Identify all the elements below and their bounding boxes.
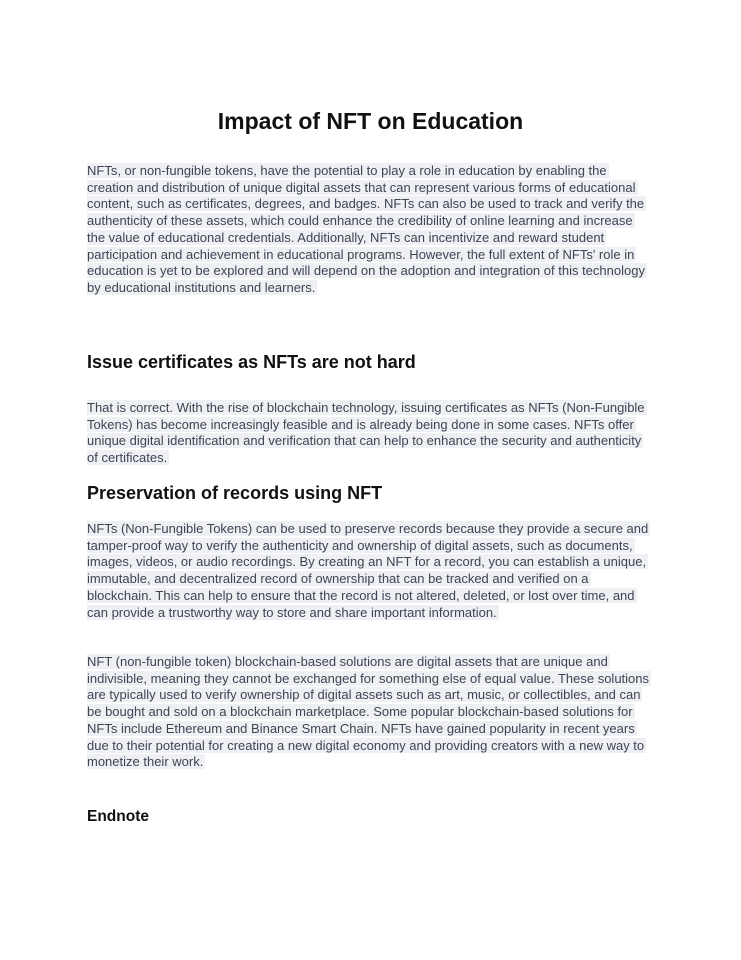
page-title: Impact of NFT on Education <box>217 108 524 134</box>
certificates-paragraph <box>87 400 649 467</box>
preservation-paragraph-text: NFTs (Non-Fungible Tokens) can be used to preserve records because they provide a secure and tamper-proof way to verify the authenticity and ownership of digital assets, such as documents, images, videos, or audio recordings. By creating an NFT for a record, you can establish a unique, immutable, and decentralized record of ownership that can be tracked and verified on a blockchain. This can help to ensure that the record is not altered, deleted, or lost over time, and can provide a trustworthy way to store and share important information. <box>87 521 649 620</box>
section-heading-certificates: Issue certificates as NFTs are not hard <box>87 352 416 372</box>
section-heading-preservation: Preservation of records using NFT <box>87 483 383 503</box>
blockchain-solutions-paragraph-text: NFT (non-fungible token) blockchain-based solutions are digital assets that are unique and indivisible, meaning they cannot be exchanged for something else of equal value. These solutions are typically used to verify ownership of digital assets such as art, music, or collectibles, and can be bought and sold on a blockchain marketplace. Some popular blockchain-based solutions for NFTs include Ethereum and Binance Smart Chain. NFTs have gained popularity in recent years due to their potential for creating a new digital economy and providing creators with a new way to monetize their work. <box>87 654 650 770</box>
intro-paragraph-text: NFTs, or non-fungible tokens, have the potential to play a role in education by enabling the creation and distribution of unique digital assets that can represent various forms of educational content, such as certificates, degrees, and badges. NFTs can also be used to track and verify the authenticity of these assets, which could enhance the credibility of online learning and increase the value of educational credentials. Additionally, NFTs can incentivize and reward student participation and achievement in educational programs. However, the full extent of NFTs' role in education is yet to be explored and will depend on the adoption and integration of this technology by educational institutions and learners. <box>87 163 645 295</box>
certificates-paragraph-text: That is correct. With the rise of blockchain technology, issuing certificates as NFTs (Non-Fungible Tokens) has become increasingly feasible and is already being done in some cases. NFTs offer unique digital identification and verification that can help to enhance the security and authenticity of certificates. <box>87 400 645 466</box>
preservation-paragraph <box>87 521 649 621</box>
intro-paragraph <box>87 163 649 297</box>
blockchain-solutions-paragraph <box>87 654 649 771</box>
endnote-heading: Endnote <box>87 808 149 825</box>
